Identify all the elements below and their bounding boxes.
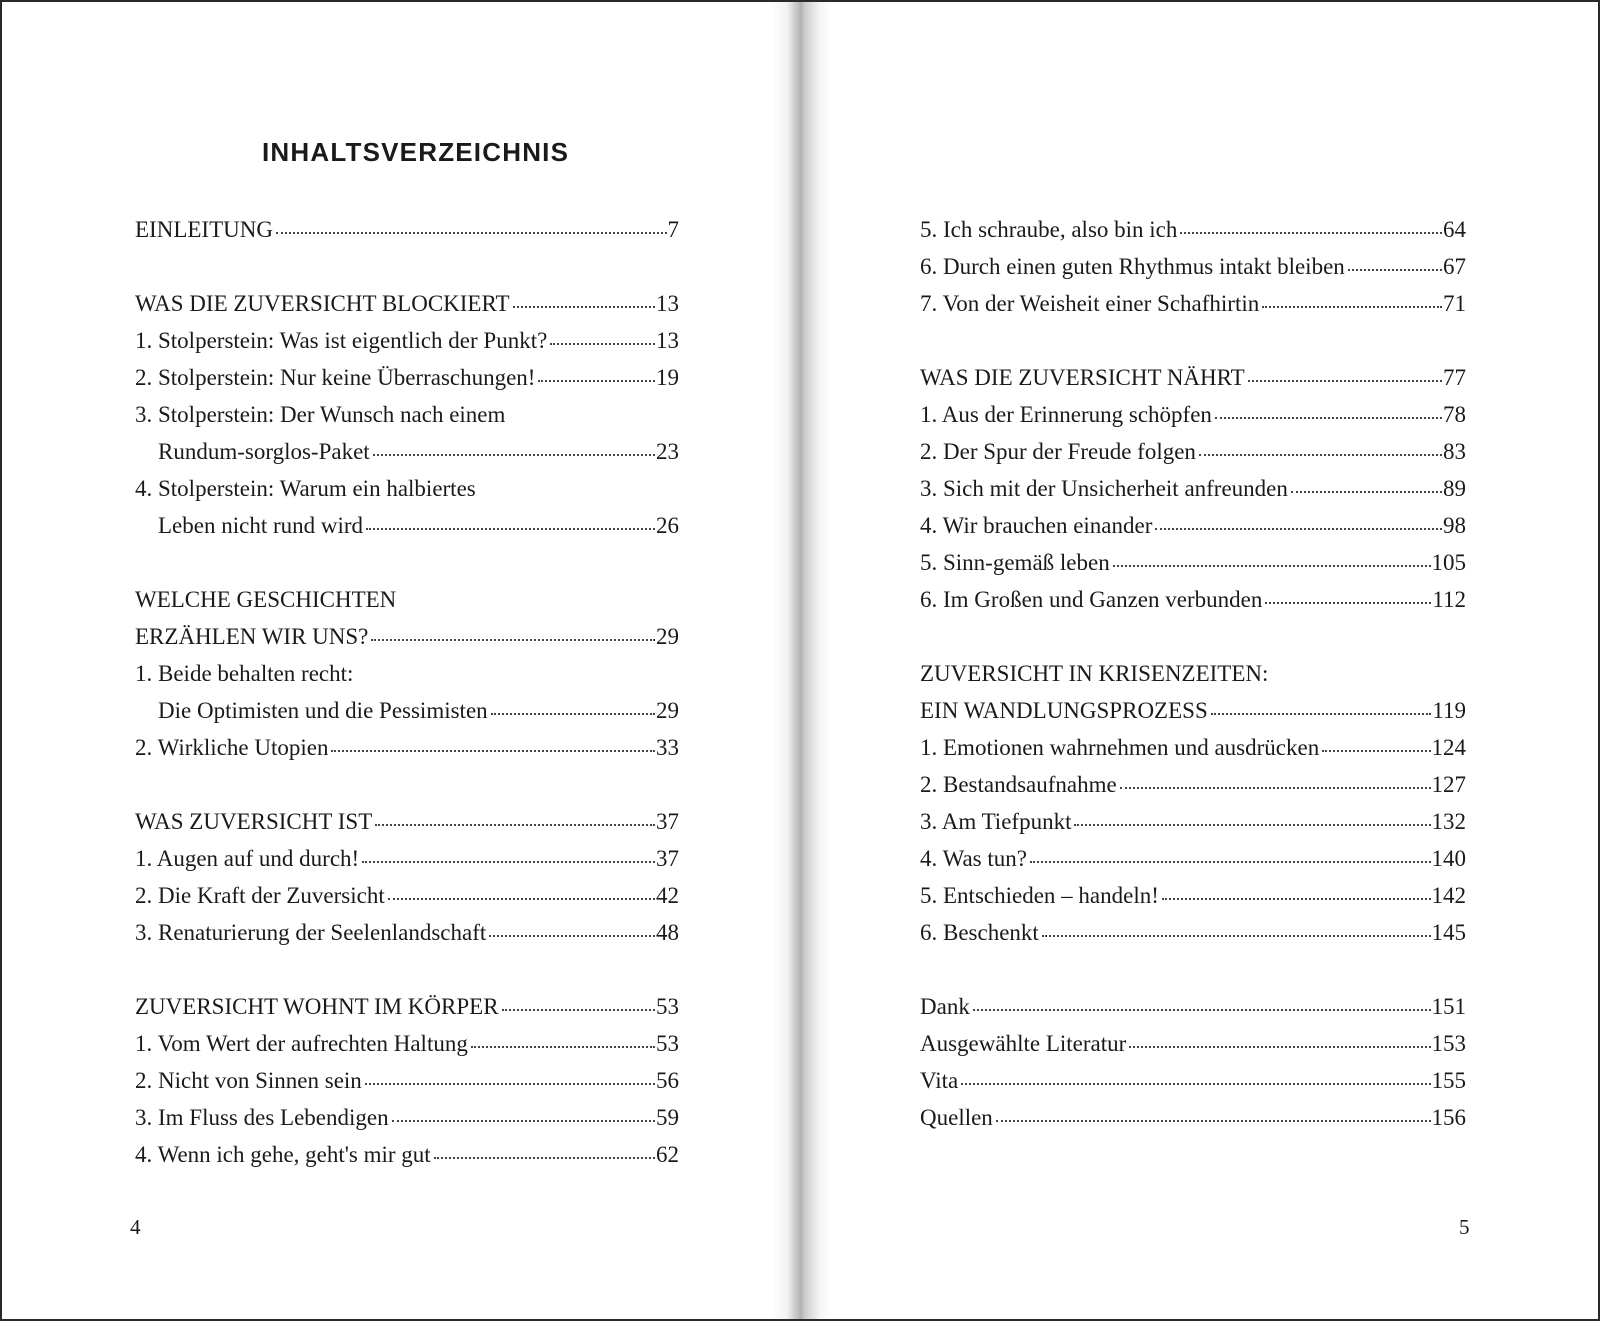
toc-entry-text: WAS DIE ZUVERSICHT NÄHRT [920,365,1245,390]
leader-dots [1262,306,1442,308]
toc-title: INHALTSVERZEICHNIS [262,137,570,167]
toc-section [920,766,1466,803]
toc-entry-text: 2. Wirkliche Utopien [135,735,329,760]
toc-section [135,877,679,914]
leader-dots [1211,713,1432,715]
toc-chapter [920,359,1466,396]
leader-dots [491,713,655,715]
toc-entry-text: 6. Im Großen und Ganzen verbunden [920,587,1263,612]
leader-dots [392,1120,655,1122]
toc-entry-text: WELCHE GESCHICHTEN [135,587,397,612]
leader-dots [996,1120,1431,1122]
toc-page-number: 33 [656,735,679,760]
toc-entry-text: Vita [920,1068,959,1093]
toc-entry-text: 4. Wir brauchen einander [920,513,1153,538]
leader-dots [550,343,655,345]
toc-entry-text: Leben nicht rund wird [158,513,364,538]
toc-entry-text: 3. Stolperstein: Der Wunsch nach einem [135,402,506,427]
toc-entry-text: 6. Durch einen guten Rhythmus intakt bleiben [920,254,1345,279]
leader-dots [1042,935,1431,937]
leader-dots [973,1009,1431,1011]
leader-dots [371,639,655,641]
toc-entry-text: 4. Wenn ich gehe, geht's mir gut [135,1142,431,1167]
toc-entry-text: Die Optimisten und die Pessimisten [158,698,488,723]
toc-section [920,729,1466,766]
toc-entry-text: WAS DIE ZUVERSICHT BLOCKIERT [135,291,510,316]
toc-page-number: 53 [656,994,679,1019]
page-number-left: 4 [130,1215,141,1239]
toc-page-number: 140 [1431,846,1466,871]
leader-dots [1348,269,1442,271]
toc-page-number: 124 [1431,735,1466,760]
toc-section [920,803,1466,840]
toc-page-number: 83 [1443,439,1466,464]
toc-page-number: 29 [656,624,679,649]
toc-page-number: 71 [1443,291,1466,316]
toc-entry-text: Ausgewählte Literatur [920,1031,1127,1056]
leader-dots [513,306,656,308]
toc-entry-text: 5. Ich schraube, also bin ich [920,217,1178,242]
leader-dots [538,380,655,382]
toc-page-number: 112 [1432,587,1466,612]
toc-entry-text: 1. Beide behalten recht: [135,661,354,686]
leader-dots [1215,417,1442,419]
toc-section [920,396,1466,433]
toc-page-number: 42 [656,883,679,908]
toc-section [920,877,1466,914]
toc-section [920,248,1466,285]
leader-dots [1030,861,1431,863]
toc-page-number: 23 [656,439,679,464]
toc-entry-text: 5. Sinn-gemäß leben [920,550,1110,575]
leader-dots [502,1009,655,1011]
toc-entry-text: Quellen [920,1105,993,1130]
toc-entry-text: 4. Stolperstein: Warum ein halbiertes [135,476,476,501]
toc-entry-text: ERZÄHLEN WIR UNS? [135,624,369,649]
leader-dots [434,1157,655,1159]
toc-section [135,1025,679,1062]
toc-chapter [135,803,679,840]
toc-page-number: 78 [1443,402,1466,427]
leader-dots [1129,1046,1430,1048]
toc-page-number: 145 [1431,920,1466,945]
toc-entry-text: ZUVERSICHT IN KRISENZEITEN: [920,661,1269,686]
leader-dots [366,528,655,530]
toc-section [920,840,1466,877]
toc-section [920,581,1466,618]
toc-page-number: 132 [1431,809,1466,834]
toc-chapter [135,285,679,322]
leader-dots [489,935,655,937]
toc-section [920,544,1466,581]
toc-section [920,285,1466,322]
toc-page-number: 142 [1431,883,1466,908]
leader-dots [1162,898,1431,900]
leader-dots [365,1083,655,1085]
toc-entry-text: 2. Stolperstein: Nur keine Überraschungen! [135,365,536,390]
toc-page-number: 64 [1443,217,1466,242]
toc-entry-text: 3. Sich mit der Unsicherheit anfreunden [920,476,1288,501]
leader-dots [1113,565,1431,567]
toc-page-number: 62 [656,1142,679,1167]
leader-dots [471,1046,655,1048]
toc-page-number: 13 [656,291,679,316]
toc-chapter [135,581,679,618]
toc-entry-text: 6. Beschenkt [920,920,1039,945]
toc-page-number: 155 [1431,1068,1466,1093]
toc-page-number: 127 [1431,772,1466,797]
toc-page-number: 48 [656,920,679,945]
toc-chapter [920,655,1466,692]
toc-entry-text: 1. Augen auf und durch! [135,846,360,871]
toc-section [135,655,679,692]
toc-back-matter [920,1025,1466,1062]
toc-page-number: 7 [667,217,679,242]
toc-section [135,1099,679,1136]
toc-section [920,914,1466,951]
toc-page-number: 89 [1443,476,1466,501]
toc-page-number: 105 [1431,550,1466,575]
leader-dots [331,750,655,752]
toc-section [135,729,679,766]
toc-chapter-continued [135,618,679,655]
toc-page-number: 151 [1431,994,1466,1019]
leader-dots [1180,232,1442,234]
toc-section [920,507,1466,544]
toc-right-column [920,211,1466,1136]
toc-entry-text: 2. Der Spur der Freude folgen [920,439,1196,464]
toc-page-number: 53 [656,1031,679,1056]
toc-entry-text: 3. Im Fluss des Lebendigen [135,1105,389,1130]
toc-section-continued [135,507,679,544]
leader-dots [1199,454,1442,456]
toc-section [135,1136,679,1173]
leader-dots [388,898,655,900]
toc-section [135,322,679,359]
book-gutter-shadow [772,2,832,1319]
toc-entry-text: Dank [920,994,970,1019]
leader-dots [362,861,655,863]
toc-page-number: 119 [1432,698,1466,723]
toc-entry-text: 2. Die Kraft der Zuversicht [135,883,385,908]
toc-entry-text: Rundum-sorglos-Paket [158,439,370,464]
leader-dots [373,454,655,456]
toc-section [920,433,1466,470]
toc-entry-text: EINLEITUNG [135,217,273,242]
toc-entry-text: 5. Entschieden – handeln! [920,883,1159,908]
toc-section [135,1062,679,1099]
toc-page-number: 37 [656,846,679,871]
toc-chapter-continued [920,692,1466,729]
toc-back-matter [920,1099,1466,1136]
leader-dots [1265,602,1431,604]
toc-entry-text: 1. Stolperstein: Was ist eigentlich der Punkt? [135,328,548,353]
toc-entry-text: 3. Renaturierung der Seelenlandschaft [135,920,487,945]
toc-page-number: 153 [1431,1031,1466,1056]
toc-entry-text: ZUVERSICHT WOHNT IM KÖRPER [135,994,499,1019]
leader-dots [1291,491,1442,493]
toc-entry-text: 1. Aus der Erinnerung schöpfen [920,402,1212,427]
toc-back-matter [920,988,1466,1025]
toc-entry-text: WAS ZUVERSICHT IST [135,809,373,834]
leader-dots [1248,380,1442,382]
toc-page-number: 13 [656,328,679,353]
leader-dots [961,1083,1430,1085]
toc-entry-text: 4. Was tun? [920,846,1027,871]
toc-page-number: 37 [656,809,679,834]
toc-section [920,211,1466,248]
toc-page-number: 59 [656,1105,679,1130]
leader-dots [276,232,667,234]
leader-dots [1155,528,1442,530]
toc-page-number: 77 [1443,365,1466,390]
leader-dots [1322,750,1430,752]
toc-entry-text: 7. Von der Weisheit einer Schafhirtin [920,291,1260,316]
toc-entry-text: EIN WANDLUNGSPROZESS [920,698,1208,723]
toc-left-column [135,211,679,1173]
toc-section [135,470,679,507]
toc-back-matter [920,1062,1466,1099]
toc-page-number: 29 [656,698,679,723]
toc-chapter [135,211,679,248]
toc-section [135,840,679,877]
toc-entry-text: 2. Nicht von Sinnen sein [135,1068,362,1093]
toc-section [920,470,1466,507]
toc-section-continued [135,433,679,470]
leader-dots [375,824,655,826]
toc-entry-text: 1. Emotionen wahrnehmen und ausdrücken [920,735,1320,760]
toc-entry-text: 1. Vom Wert der aufrechten Haltung [135,1031,468,1056]
toc-page-number: 98 [1443,513,1466,538]
toc-page-number: 56 [656,1068,679,1093]
toc-section [135,359,679,396]
toc-entry-text: 2. Bestandsaufnahme [920,772,1117,797]
toc-section [135,914,679,951]
leader-dots [1120,787,1431,789]
toc-chapter [135,988,679,1025]
page-number-right: 5 [1459,1215,1470,1239]
toc-page-number: 19 [656,365,679,390]
leader-dots [1074,824,1430,826]
toc-page-number: 67 [1443,254,1466,279]
toc-section-continued [135,692,679,729]
toc-entry-text: 3. Am Tiefpunkt [920,809,1072,834]
toc-page-number: 26 [656,513,679,538]
toc-section [135,396,679,433]
toc-page-number: 156 [1431,1105,1466,1130]
